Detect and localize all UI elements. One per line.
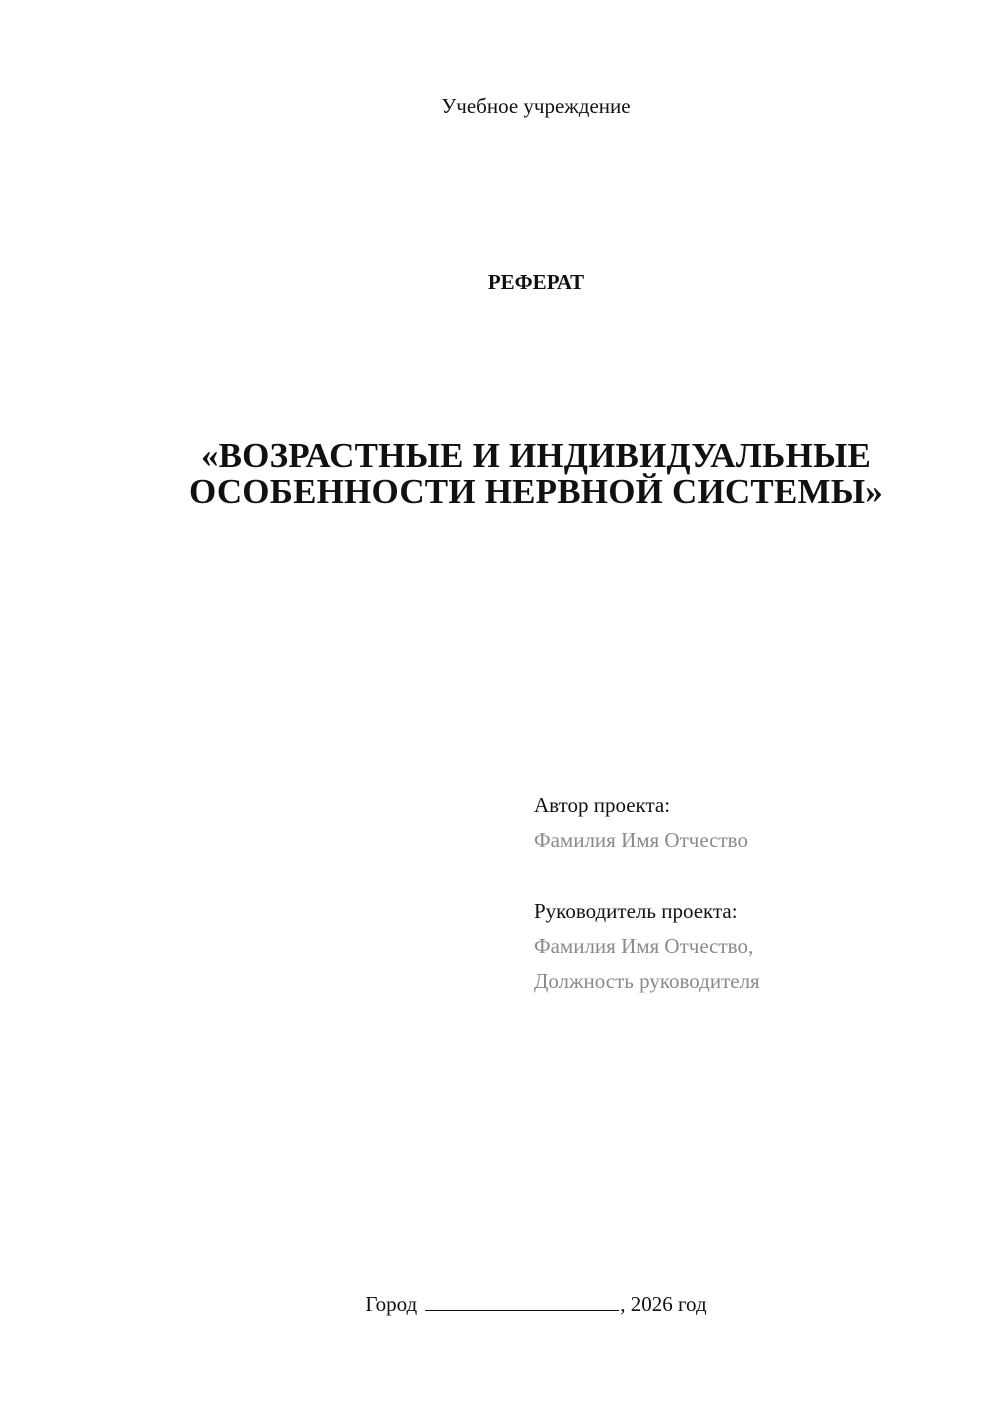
project-info-block [534,788,954,999]
info-spacer [534,858,954,894]
supervisor-name: Фамилия Имя Отчество, [534,934,754,958]
author-label: Автор проекта: [534,793,671,817]
city-label: Город [365,1292,418,1316]
institution-name: Учебное учреждение [441,94,631,118]
city-blank-line [425,1290,619,1311]
year-text: , 2026 год [620,1292,707,1316]
author-name: Фамилия Имя Отчество [534,828,748,852]
document-title-line-2: ОСОБЕННОСТИ НЕРВНОЙ СИСТЕМЫ» [188,472,883,511]
supervisor-position: Должность руководителя [534,969,760,993]
document-type-label: РЕФЕРАТ [487,270,585,294]
footer-city-year [0,1290,1000,1318]
document-title [110,438,962,510]
supervisor-label: Руководитель проекта: [534,899,738,923]
document-title-line-1: «ВОЗРАСТНЫЕ И ИНДИВИДУАЛЬНЫЕ [200,436,872,475]
